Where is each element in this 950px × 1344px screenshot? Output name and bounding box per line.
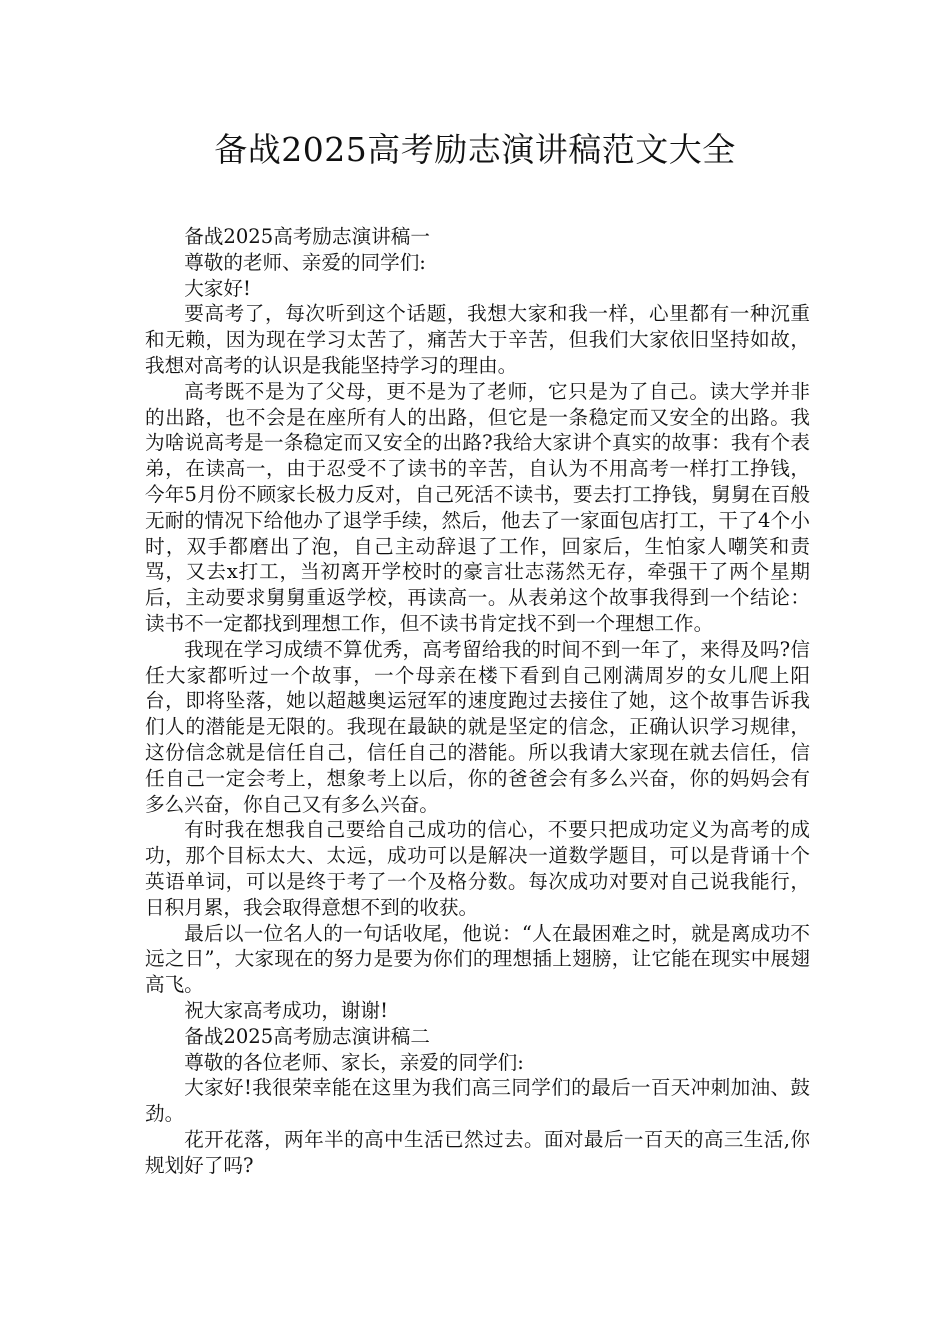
document-title: 备战2025高考励志演讲稿范文大全	[214, 130, 736, 169]
body-paragraph: 花开花落，两年半的高中生活已然过去。面对最后一百天的高三生活,你规划好了吗?	[145, 1127, 810, 1177]
document-body	[145, 224, 810, 1178]
greeting: 大家好!我很荣幸能在这里为我们高三同学们的最后一百天冲刺加油、鼓劲。	[145, 1076, 810, 1126]
salutation: 尊敬的各位老师、家长，亲爱的同学们:	[184, 1050, 524, 1074]
speech-heading-2: 备战2025高考励志演讲稿二	[184, 1024, 430, 1048]
greeting: 大家好!	[184, 276, 251, 300]
body-paragraph: 最后以一位名人的一句话收尾，他说：“人在最困难之时，就是离成功不远之日”，大家现在的努力是要为你们的理想插上翅膀，让它能在现实中展翅高飞。	[145, 921, 810, 997]
body-paragraph: 我现在学习成绩不算优秀，高考留给我的时间不到一年了，来得及吗?信任大家都听过一个故事，一个母亲在楼下看到自己刚满周岁的女儿爬上阳台，即将坠落，她以超越奥运冠军的速度跑过去接住了她，这个故事告诉我们人的潜能是无限的。我现在最缺的就是坚定的信念，正确认识学习规律，这份信念就是信任自己，信任自己的潜能。所以我请大家现在就去信任，信任自己一定会考上，想象考上以后，你的爸爸会有多么兴奋，你的妈妈会有多么兴奋，你自己又有多么兴奋。	[145, 637, 810, 816]
body-paragraph: 有时我在想我自己要给自己成功的信心，不要只把成功定义为高考的成功，那个目标太大、太远，成功可以是解决一道数学题目，可以是背诵十个英语单词，可以是终于考了一个及格分数。每次成功对要对自己说我能行，日积月累，我会取得意想不到的收获。	[145, 818, 810, 919]
speech-heading-1: 备战2025高考励志演讲稿一	[184, 225, 430, 248]
body-paragraph: 高考既不是为了父母，更不是为了老师，它只是为了自己。读大学并非的出路，也不会是在座所有人的出路，但它是一条稳定而又安全的出路。我为啥说高考是一条稳定而又安全的出路?我给大家讲个真实的故事：我有个表弟，在读高一，由于忍受不了读书的辛苦，自认为不用高考一样打工挣钱，今年5月份不顾家长极力反对，自己死活不读书，要去打工挣钱，舅舅在百般无耐的情况下给他办了退学手续，然后，他去了一家面包店打工，干了4个小时，双手都磨出了泡，自己主动辞退了工作，回家后，生怕家人嘲笑和责骂，又去x打工，当初离开学校时的豪言壮志荡然无存，牵强干了两个星期后，主动要求舅舅重返学校，再读高一。从表弟这个故事我得到一个结论：读书不一定都找到理想工作，但不读书肯定找不到一个理想工作。	[145, 379, 810, 635]
closing-line: 祝大家高考成功，谢谢!	[184, 998, 388, 1022]
salutation: 尊敬的老师、亲爱的同学们:	[184, 250, 426, 274]
body-paragraph: 要高考了，每次听到这个话题，我想大家和我一样，心里都有一种沉重和无赖，因为现在学习太苦了，痛苦大于辛苦，但我们大家依旧坚持如故，我想对高考的认识是我能坚持学习的理由。	[145, 302, 810, 377]
